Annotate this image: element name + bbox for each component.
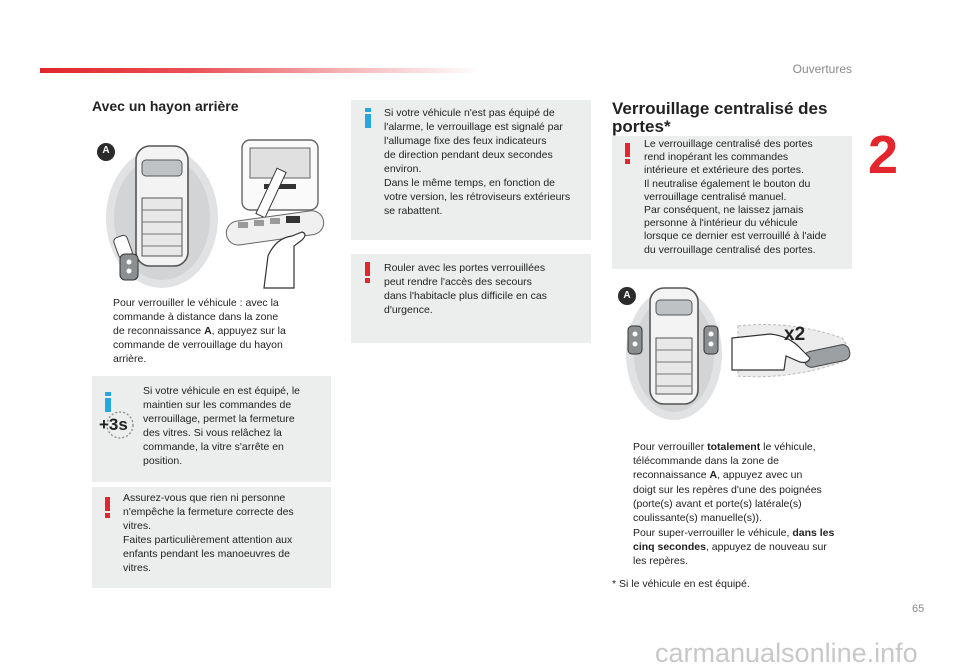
zone-a-label: A bbox=[102, 145, 110, 156]
left-warning-text: Assurez-vous que rien ni personne n'empêche la fermeture correcte des vitres. Faites particulièrement attention aux enfants pendant les manoeuvres de vitres. bbox=[123, 492, 294, 574]
zone-a-label: A bbox=[623, 290, 631, 301]
right-bullet-2-text: Pour super-verrouiller le véhicule, dans les cinq secondes, appuyez de nouveau sur les repères. bbox=[633, 527, 835, 568]
left-warning-box bbox=[92, 487, 331, 588]
chapter-number: 2 bbox=[868, 125, 899, 185]
right-bullet-1-text: Pour verrouiller totalement le véhicule, télécommande dans la zone de reconnaissance A, appuyez avec un doigt sur les repères d'une des poignées (porte(s) avant et porte(s) latérale(s) coulissante(s) manuelle(s)). bbox=[633, 441, 822, 525]
info-icon bbox=[105, 392, 111, 412]
section-title: Ouvertures bbox=[792, 62, 852, 76]
watermark: carmanualsonline.info bbox=[655, 638, 918, 668]
right-warning-text: Le verrouillage centralisé des portes rend inopérant les commandes intérieure et extérieure des portes. Il neutralise également le bouton du verrouillage centralisé manuel. Par conséquent, ne laissez jamais personne à l'intérieur du véhicule lorsque ce dernier est verrouillé à l'aide du verrouillage centralisé des portes. bbox=[644, 138, 827, 256]
van-handles-illustration bbox=[618, 282, 728, 424]
middle-info-box bbox=[351, 100, 591, 240]
left-heading: Avec un hayon arrière bbox=[92, 98, 239, 114]
press-twice-label: x2 bbox=[784, 324, 806, 345]
right-warning-box bbox=[612, 136, 852, 269]
right-heading: Verrouillage centralisé des portes* bbox=[612, 99, 828, 136]
header-accent-bar bbox=[40, 68, 480, 73]
info-icon bbox=[365, 108, 371, 128]
footnote: * Si le véhicule en est équipé. bbox=[612, 578, 750, 590]
page-number: 65 bbox=[912, 603, 925, 615]
left-bullet-text: Pour verrouiller le véhicule : avec la commande à distance dans la zone de reconnaissance A, appuyez sur la commande de verrouillage du hayon arrière. bbox=[113, 297, 286, 365]
middle-info-text: Si votre véhicule n'est pas équipé de l'alarme, le verrouillage est signalé par l'allumage fixe des feux indicateurs de direction pendant deux secondes environ. Dans le même temps, en fonction de votre version, les rétroviseurs extérieurs se rabattent. bbox=[384, 107, 571, 217]
middle-warning-text: Rouler avec les portes verrouillées peut rendre l'accès des secours dans l'habitacle plus difficile en cas d'urgence. bbox=[384, 262, 547, 316]
warning-icon bbox=[625, 143, 630, 164]
left-info-box bbox=[92, 376, 331, 482]
van-zone-illustration bbox=[96, 138, 220, 290]
left-info-text: Si votre véhicule en est équipé, le maintien sur les commandes de verrouillage, permet la fermeture des vitres. Si vous relâchez la commande, la vitre s'arrête en position. bbox=[143, 385, 301, 467]
timer-label: +3s bbox=[99, 415, 128, 434]
middle-warning-box bbox=[351, 254, 591, 343]
warning-icon bbox=[365, 262, 370, 283]
warning-icon bbox=[105, 497, 110, 518]
rear-hatch-illustration bbox=[224, 138, 328, 290]
